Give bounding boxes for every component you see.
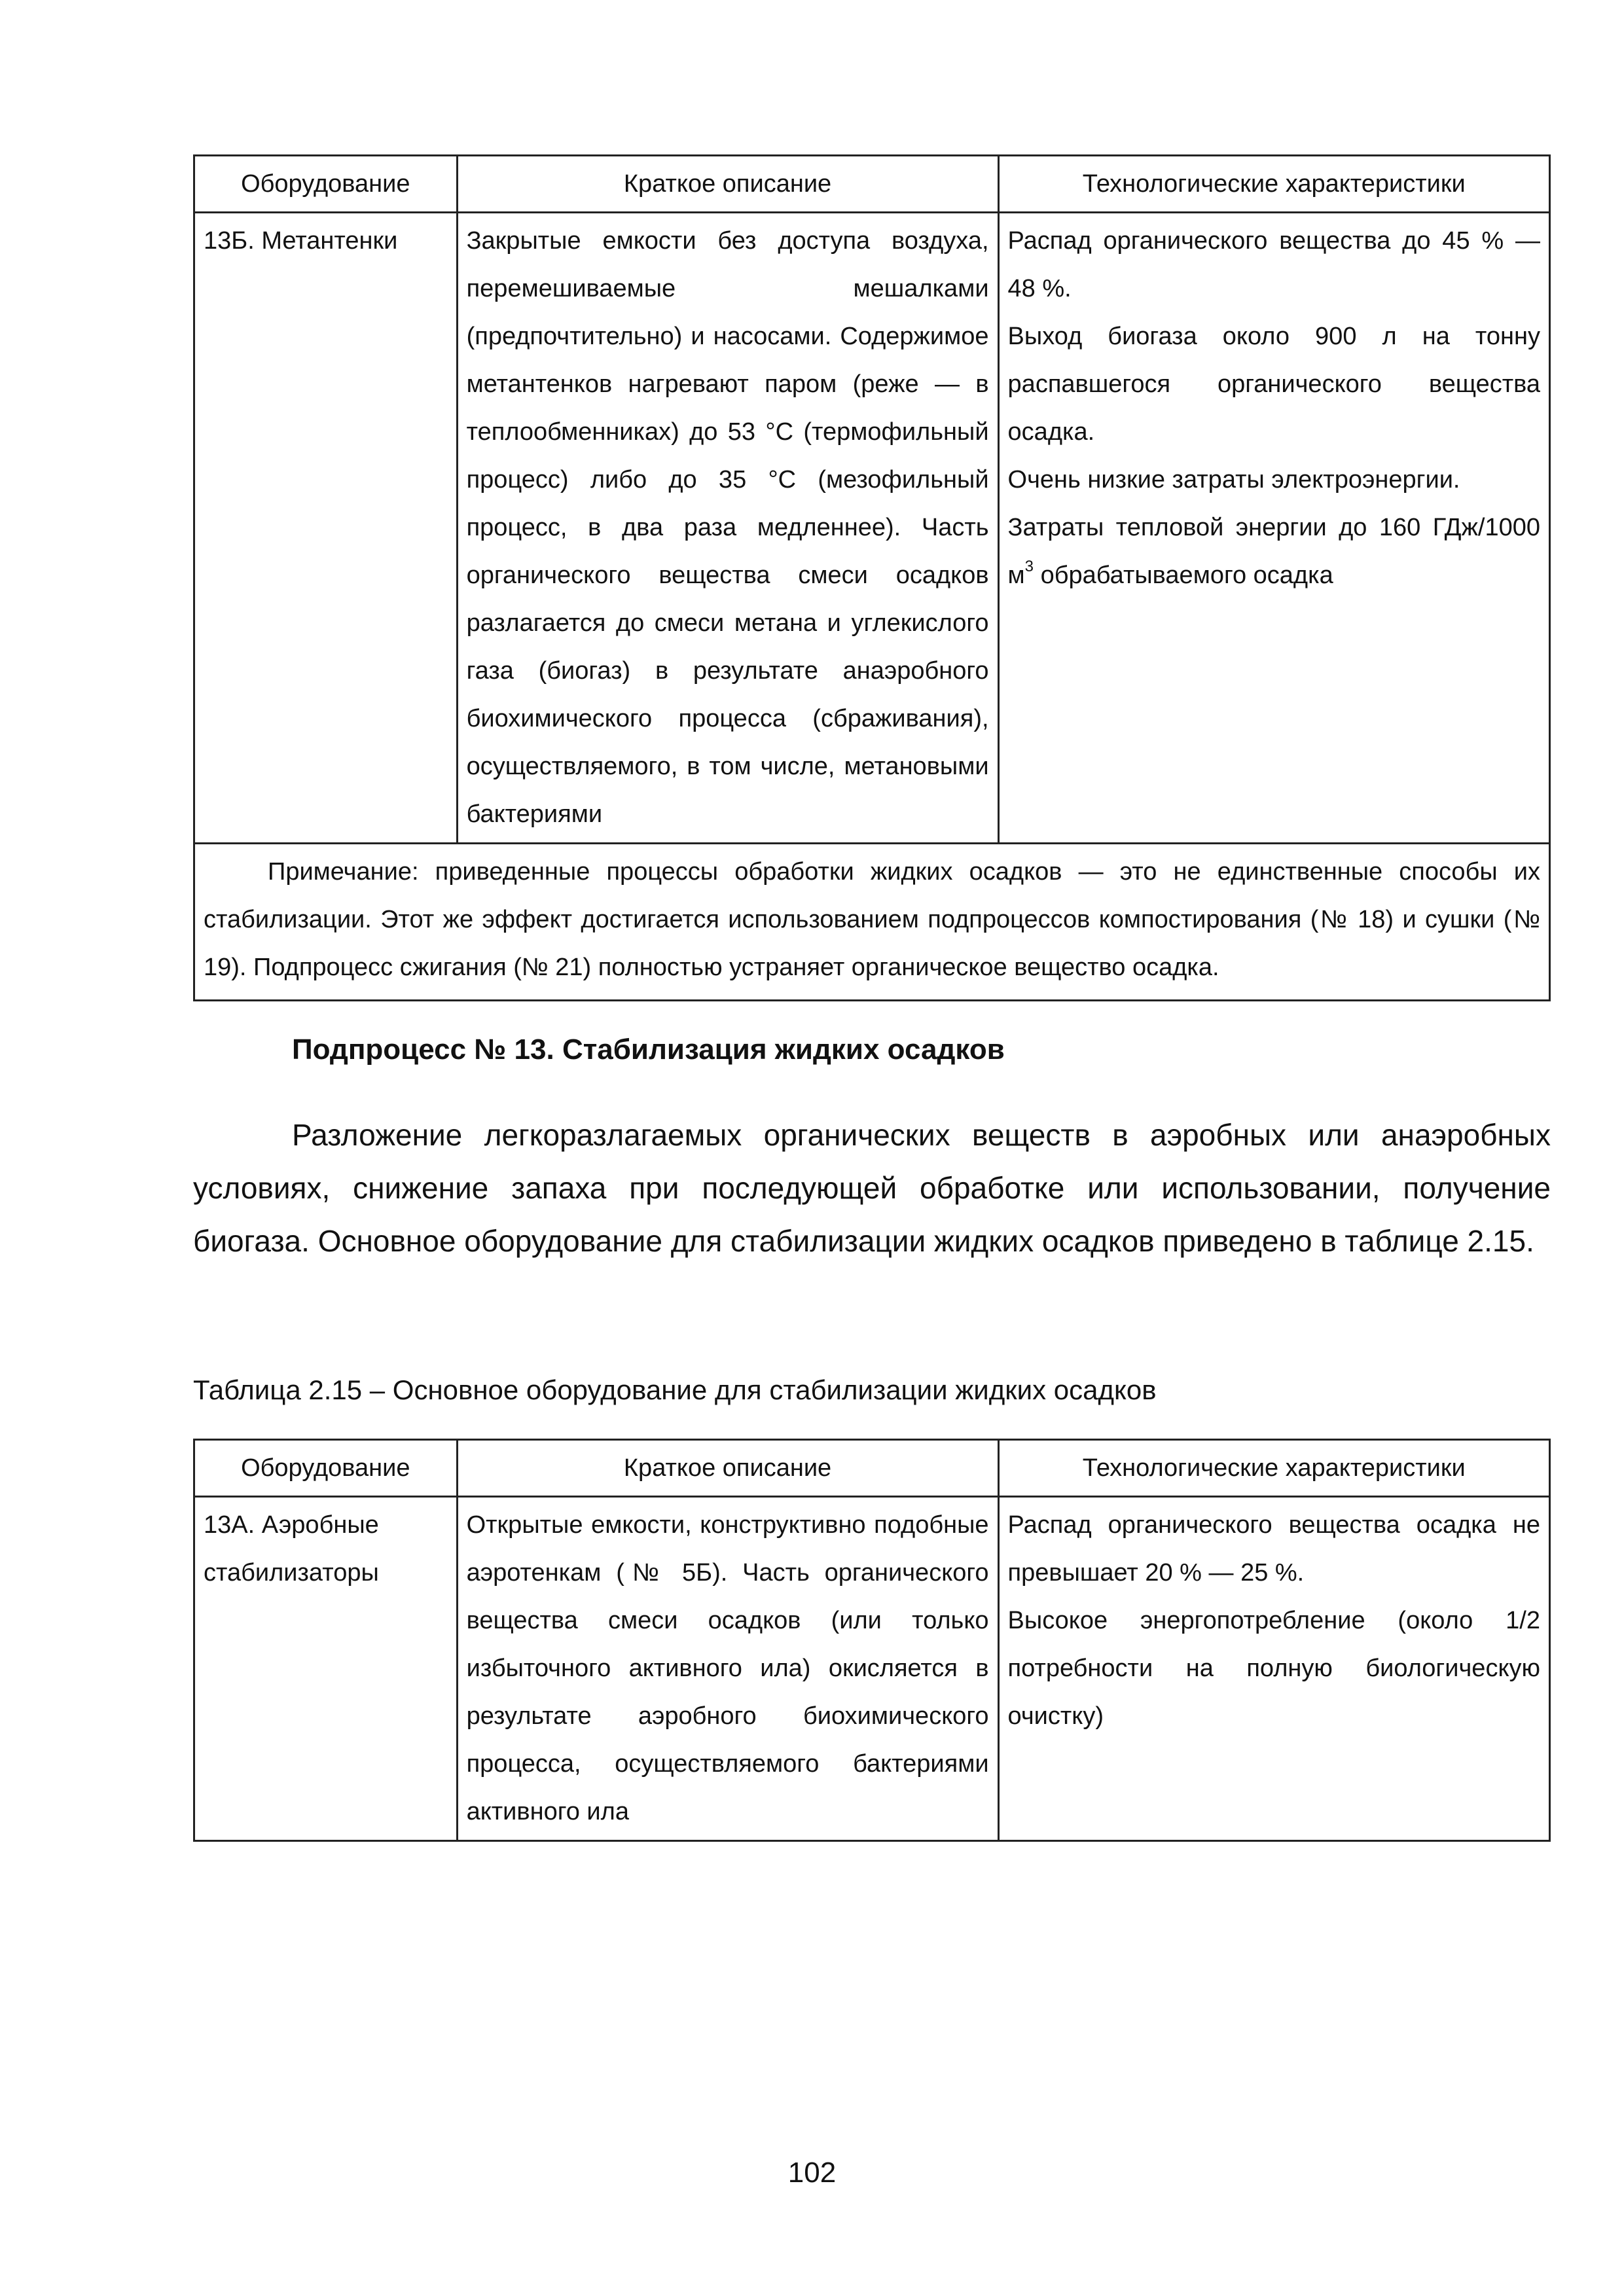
characteristic-item: Распад органического вещества осадка не превышает 20 % — 25 %. — [1007, 1511, 1540, 1587]
table-caption: Таблица 2.15 – Основное оборудование для стабилизации жидких осадков — [193, 1374, 1157, 1405]
header-characteristics: Технологические характеристики — [998, 156, 1549, 213]
cell-description — [457, 213, 998, 844]
equipment-name: 13Б. Метантенки — [204, 227, 398, 255]
cell-equipment — [194, 1497, 458, 1841]
characteristic-item: Очень низкие затраты электроэнергии. — [1007, 466, 1460, 493]
table-note-row — [194, 844, 1550, 1001]
body-paragraph: Разложение легкоразлагаемых органических веществ в аэробных или анаэробных условиях, снижение запаха при последующей обработке или использовании, получение биогаза. Основное оборудование для стабилизации жидких осадков приведено в таблице 2.15. — [193, 1118, 1551, 1258]
equipment-description: Закрытые емкости без доступа воздуха, перемешиваемые мешалками (предпочтительно) и насосами. Содержимое метантенков нагревают паром (реже — в теплообменниках) до 53 °С (термофильный процесс) либо до 35 °С (мезофильный процесс, в два раза медленнее). Часть органического вещества смеси осадков разлагается до смеси метана и углекислого газа (биогаз) в результате анаэробного биохимического процесса (сбраживания), осуществляемого, в том числе, метановыми бактериями — [466, 227, 989, 828]
header-description: Краткое описание — [457, 156, 998, 213]
equipment-name-line: стабилизаторы — [204, 1559, 379, 1587]
header-characteristics: Технологические характеристики — [998, 1440, 1549, 1497]
characteristic-energy: Затраты тепловой энергии до 160 ГДж/1000 $м^3$ обрабатываемого осадка — [1007, 514, 1540, 589]
table-row — [194, 1497, 1550, 1841]
note-text: Примечание: приведенные процессы обработки жидких осадков — это не единственные способы их стабилизации. Этот же эффект достигается использованием подпроцессов компостирования (№ 18) и сушки (№ 19). Подпроцесс сжигания (№ 21) полностью устраняет органическое вещество осадка. — [204, 858, 1540, 981]
cell-characteristics — [998, 1497, 1549, 1841]
equipment-table-continued — [193, 154, 1551, 1001]
cell-equipment — [194, 213, 458, 844]
header-description: Краткое описание — [457, 1440, 998, 1497]
header-equipment: Оборудование — [194, 156, 458, 213]
characteristic-item: Выход биогаза около 900 л на тонну распавшегося органического вещества осадка. — [1007, 323, 1540, 446]
cell-description — [457, 1497, 998, 1841]
header-equipment: Оборудование — [194, 1440, 458, 1497]
page-number: 102 — [787, 2157, 837, 2189]
table-header-row — [194, 156, 1550, 213]
table-row — [194, 213, 1550, 844]
cell-characteristics — [998, 213, 1549, 844]
equipment-description: Открытые емкости, конструктивно подобные аэротенкам (№ 5Б). Часть органического вещества смеси осадков (или только избыточного активного ила) окисляется в результате аэробного биохимического процесса, осуществляемого бактериями активного ила — [466, 1511, 989, 1825]
section-heading: Подпроцесс № 13. Стабилизация жидких осадков — [292, 1033, 1005, 1066]
table-note — [194, 844, 1550, 1001]
characteristic-item: Высокое энергопотребление (около 1/2 потребности на полную биологическую очистку) — [1007, 1607, 1540, 1730]
characteristic-item: Распад органического вещества до 45 % — 48 %. — [1007, 227, 1540, 302]
table-header-row — [194, 1440, 1550, 1497]
equipment-name-line: 13А. Аэробные — [204, 1511, 379, 1539]
equipment-table-2-15 — [193, 1439, 1551, 1842]
